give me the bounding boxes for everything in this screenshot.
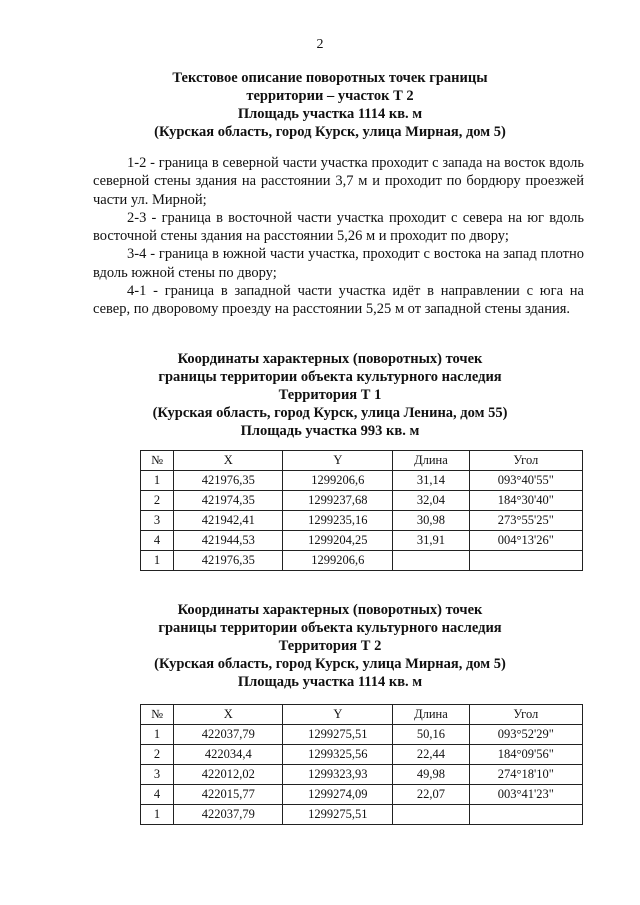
cell-length: 31,14 [393,471,469,491]
cell-angle: 093°40'55" [469,471,582,491]
cell-angle [469,551,582,571]
cell-number: 2 [141,491,174,511]
cell-length: 30,98 [393,511,469,531]
cell-number: 1 [141,725,174,745]
cell-x: 422012,02 [174,765,283,785]
cell-x: 421974,35 [174,491,283,511]
cell-x: 421944,53 [174,531,283,551]
cell-y: 1299237,68 [283,491,393,511]
cell-angle [469,805,582,825]
cell-x: 421942,41 [174,511,283,531]
cell-x: 422034,4 [174,745,283,765]
col-header-x: X [174,451,283,471]
cell-number: 3 [141,511,174,531]
title-line: границы территории объекта культурного наследия [158,369,502,385]
cell-y: 1299325,56 [283,745,393,765]
cell-x: 422037,79 [174,805,283,825]
description-paragraph: 2-3 - граница в восточной части участка проходит с севера на юг вдоль восточной стены здания на расстоянии 5,26 м и проходит по двору; [93,209,584,245]
table-header-row [141,451,583,471]
table-row [141,785,583,805]
cell-number: 4 [141,785,174,805]
title-line: Координаты характерных (поворотных) точек [177,602,483,618]
table-row [141,491,583,511]
title-line: Текстовое описание поворотных точек границы [172,70,488,86]
territory1-title [60,350,600,440]
cell-number: 3 [141,765,174,785]
col-header-angle: Угол [469,705,582,725]
cell-number: 1 [141,471,174,491]
col-header-y: Y [283,705,393,725]
title-line: границы территории объекта культурного наследия [158,620,502,636]
table-row [141,745,583,765]
cell-angle: 184°09'56" [469,745,582,765]
cell-x: 421976,35 [174,471,283,491]
col-header-x: X [174,705,283,725]
cell-length: 32,04 [393,491,469,511]
table-row [141,471,583,491]
cell-angle: 093°52'29" [469,725,582,745]
table-row [141,511,583,531]
cell-length: 50,16 [393,725,469,745]
table-row [141,551,583,571]
cell-length: 22,07 [393,785,469,805]
cell-number: 1 [141,551,174,571]
title-line: Площадь участка 993 кв. м [240,423,420,439]
title-line: Площадь участка 1114 кв. м [237,106,423,122]
cell-angle: 004°13'26" [469,531,582,551]
cell-angle: 274°18'10" [469,765,582,785]
title-line: Территория Т 1 [278,387,382,403]
cell-length [393,805,469,825]
section-title [60,69,600,141]
col-header-number: № [141,451,174,471]
table-row [141,531,583,551]
table-row [141,765,583,785]
col-header-length: Длина [393,451,469,471]
title-line: Площадь участка 1114 кв. м [237,674,423,690]
cell-x: 422037,79 [174,725,283,745]
title-line: территории – участок Т 2 [246,88,414,104]
cell-number: 4 [141,531,174,551]
page-number: 2 [316,37,324,52]
cell-y: 1299206,6 [283,551,393,571]
cell-number: 1 [141,805,174,825]
title-line: Территория Т 2 [278,638,382,654]
territory1-table [140,450,583,571]
description-paragraph: 3-4 - граница в южной части участка, проходит с востока на запад плотно вдоль южной стены по двору; [93,246,584,281]
cell-x: 421976,35 [174,551,283,571]
col-header-y: Y [283,451,393,471]
table-header-row [141,705,583,725]
title-line: (Курская область, город Курск, улица Мирная, дом 5) [154,656,506,672]
cell-y: 1299206,6 [283,471,393,491]
col-header-angle: Угол [469,451,582,471]
territory2-title [60,601,600,691]
title-line: (Курская область, город Курск, улица Мирная, дом 5) [154,124,506,140]
cell-y: 1299323,93 [283,765,393,785]
cell-x: 422015,77 [174,785,283,805]
cell-number: 2 [141,745,174,765]
col-header-length: Длина [393,705,469,725]
cell-angle: 273°55'25" [469,511,582,531]
territory2-table [140,704,583,825]
description-paragraph: 1-2 - граница в северной части участка проходит с запада на восток вдоль северной стены здания на расстоянии 3,7 м и проходит по бордюру проезжей части ул. Мирной; [93,155,584,208]
cell-length [393,551,469,571]
cell-angle: 003°41'23" [469,785,582,805]
cell-length: 31,91 [393,531,469,551]
cell-length: 49,98 [393,765,469,785]
cell-y: 1299275,51 [283,725,393,745]
table-row [141,805,583,825]
title-line: (Курская область, город Курск, улица Ленина, дом 55) [152,405,508,421]
description-paragraph: 4-1 - граница в западной части участка идёт в направлении с юга на север, по дворовому проезду на расстоянии 5,25 м от западной стены здания. [93,283,584,318]
boundary-description [93,154,584,319]
cell-angle: 184°30'40" [469,491,582,511]
cell-y: 1299235,16 [283,511,393,531]
table-row [141,725,583,745]
title-line: Координаты характерных (поворотных) точек [177,351,483,367]
col-header-number: № [141,705,174,725]
cell-y: 1299204,25 [283,531,393,551]
cell-y: 1299274,09 [283,785,393,805]
cell-length: 22,44 [393,745,469,765]
cell-y: 1299275,51 [283,805,393,825]
